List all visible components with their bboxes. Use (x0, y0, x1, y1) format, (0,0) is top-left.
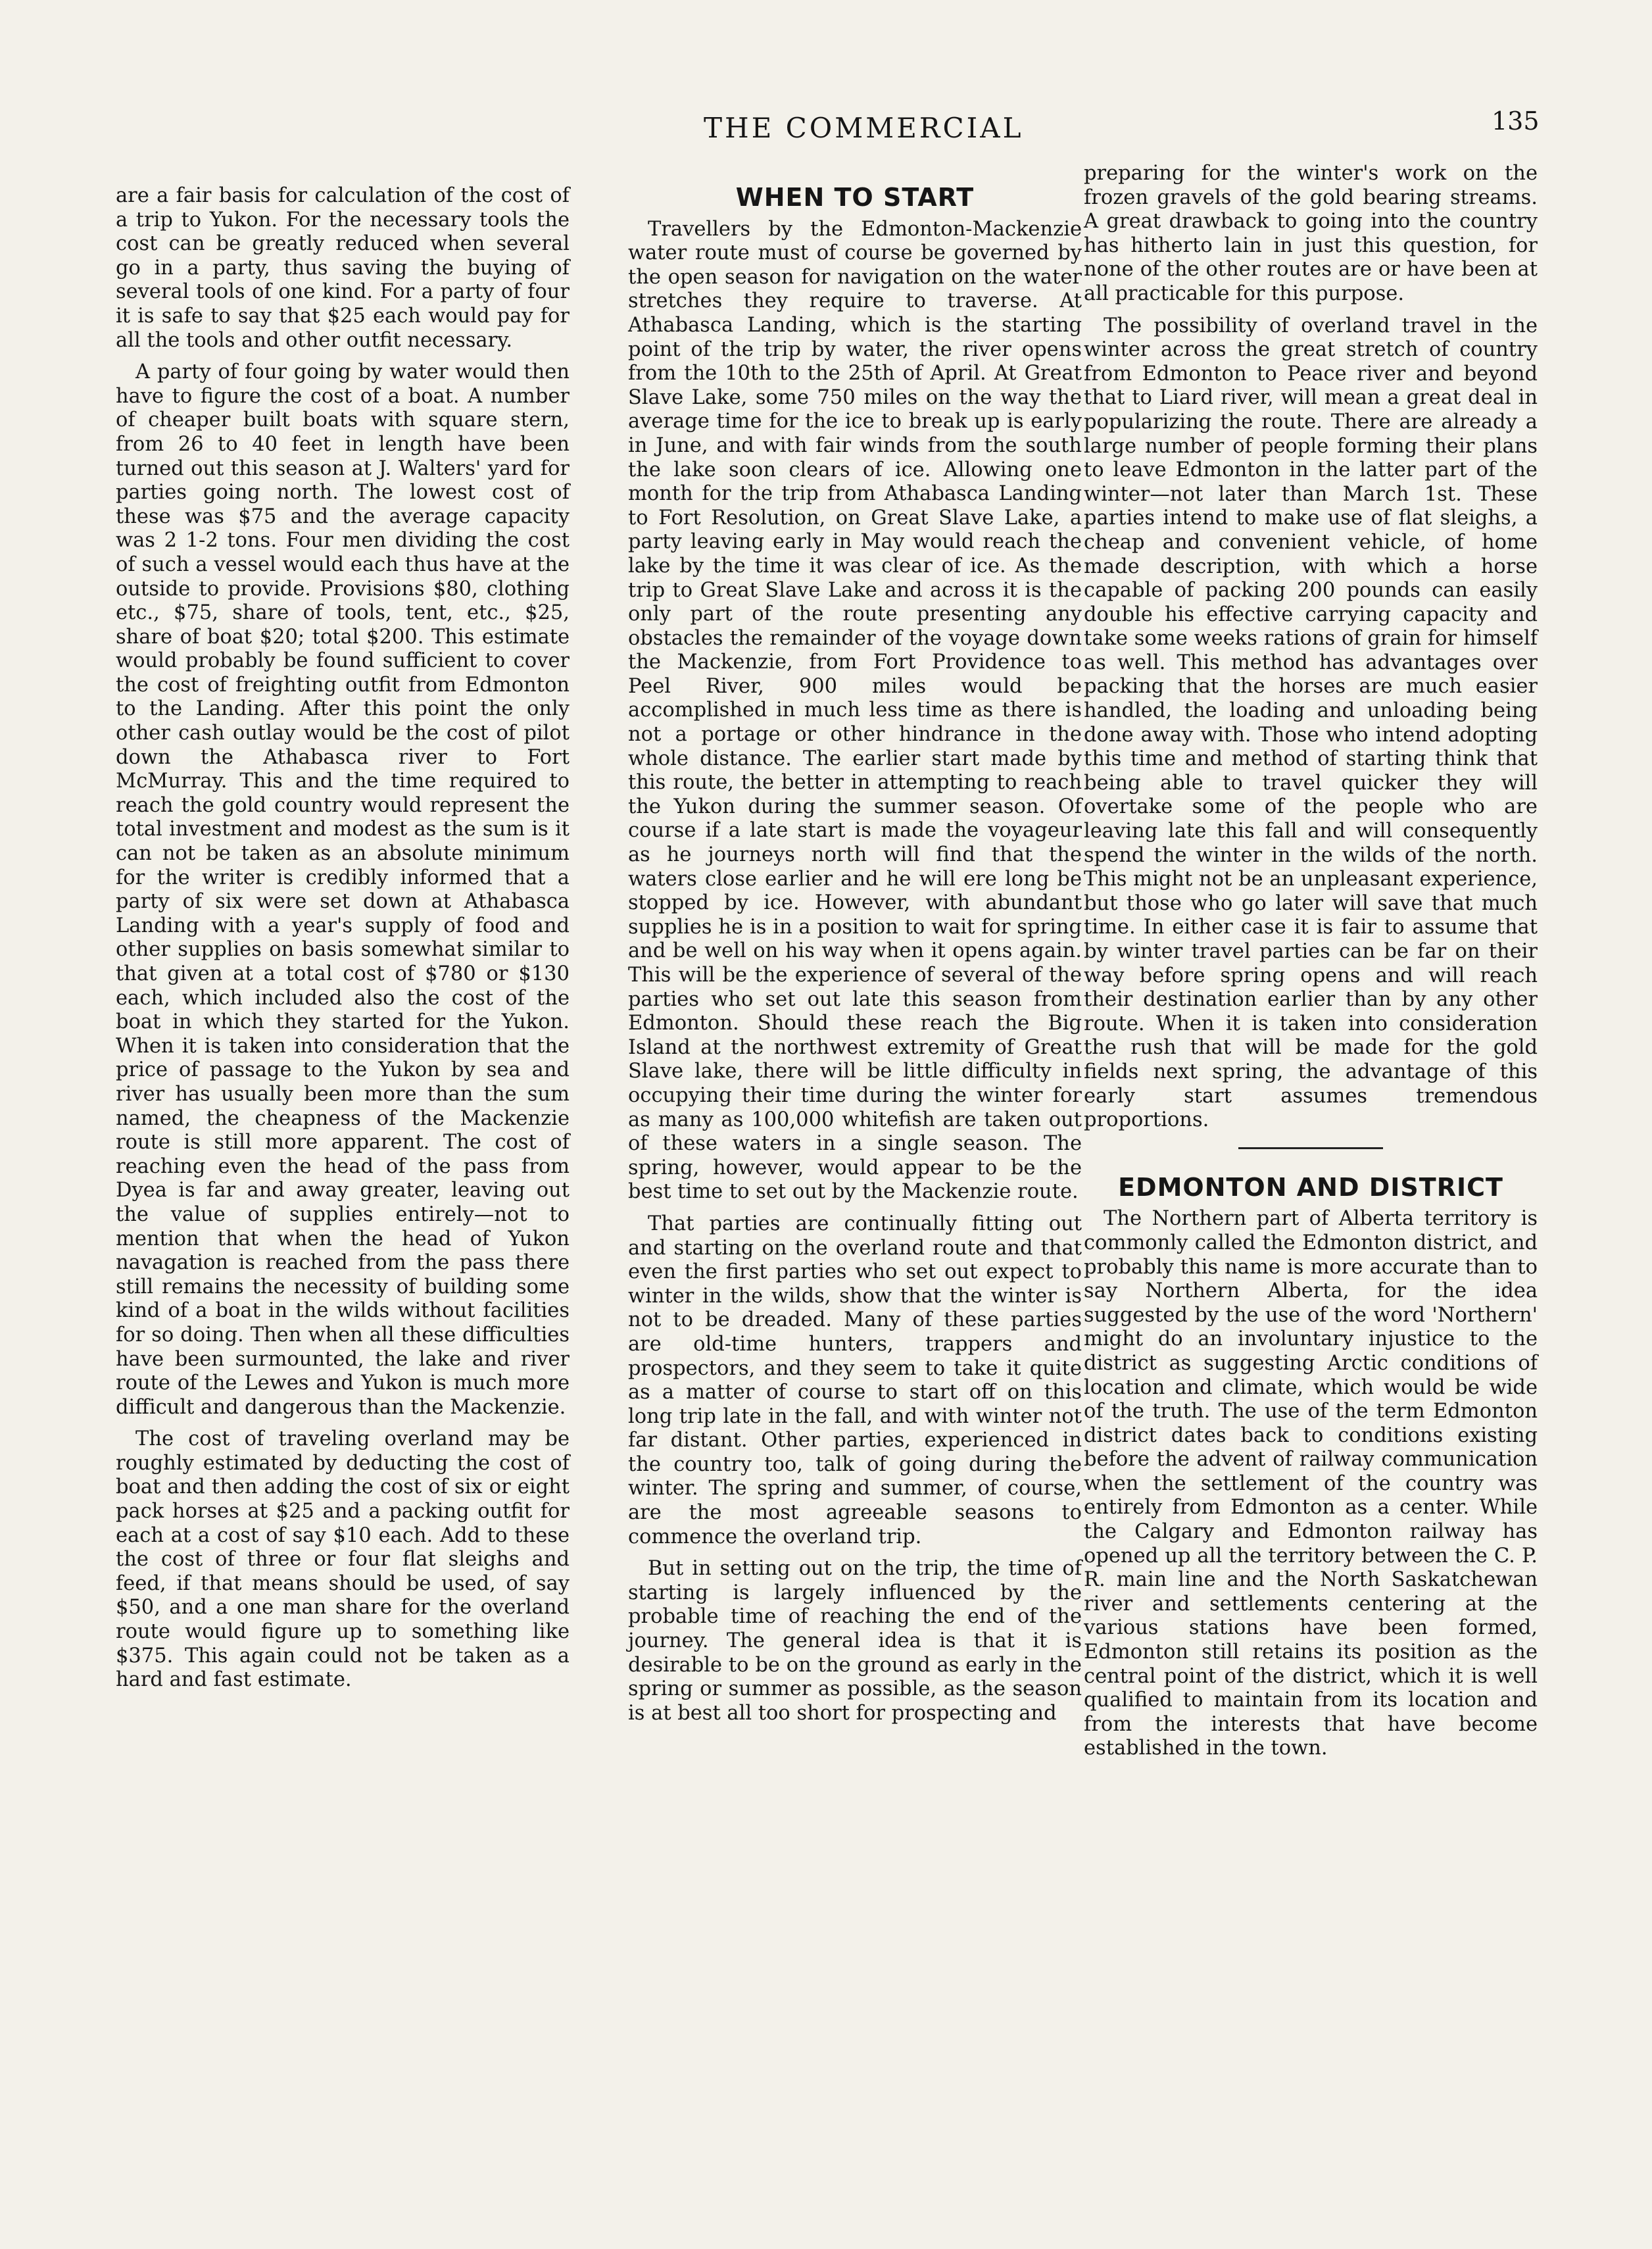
column-3-paragraph: The Northern part of Alberta territory is commonly called the Edmonton district, and probably this name is more accurate than to say Northern Alberta, for the idea suggested by the use of the word 'Northern' might do an involuntary injustice to the district as suggesting Arctic conditions of location and climate, which would be wide of the truth. The use of the term Edmonton district dates back to conditions existing before the advent of railway communication when the settlement of the country was entirely from Edmonton as a center. While the Calgary and Edmonton railway has opened up all the territory between the C. P. R. main line and the North Saskatchewan river and settlements centering at the various stations have been formed, Edmonton still retains its position as the central point of the district, which it is well qualified to maintain from its location and from the interests that have become established in the town. (1084, 1207, 1538, 1760)
column-2-paragraph: But in setting out on the trip, the time of starting is largely influenced by the probable time of reaching the end of the journey. The general idea is that it is desirable to be on the ground as early in the spring or summer as possible, as the season is at best all too short for prospecting and (628, 1557, 1082, 1725)
column-1-paragraph: are a fair basis for calculation of the cost of a trip to Yukon. For the necessary tools the cost can be greatly reduced when several go in a party, thus saving the buying of several tools of one kind. For a party of four it is safe to say that $25 each would pay for all the tools and other outfit necessary. (116, 184, 570, 352)
masthead-title: THE COMMERCIAL (704, 112, 1024, 144)
column-3 (1084, 162, 1538, 1769)
edmonton-district-heading: EDMONTON AND DISTRICT (1118, 1172, 1503, 1202)
column-2 (628, 184, 1082, 1733)
column-1-paragraph: A party of four going by water would then have to figure the cost of a boat. A number of cheaper built boats with square stern, from 26 to 40 feet in length have been turned out this season at J. Walters' yard for parties going north. The lowest cost of these was $75 and the average capacity was 2 1-2 tons. Four men dividing the cost of such a vessel would each thus have at the outside to provide. Provisions $80, clothing etc., $75, share of tools, tent, etc., $25, share of boat $20; total $200. This estimate would probably be found sufficient to cover the cost of freighting outfit from Edmonton to the Landing. After this point the only other cash outlay would be the cost of pilot down the Athabasca river to Fort McMurray. This and the time required to reach the gold country would represent the total investment and modest as the sum is it can not be taken as an absolute minimum for the writer is credibly informed that a party of six were set down at Athabasca Landing with a year's supply of food and other supplies on basis somewhat similar to that given at a total cost of $780 or $130 each, which included also the cost of the boat in which they started for the Yukon. When it is taken into consideration that the price of passage to the Yukon by sea and river has usually been more than the sum named, the cheapness of the Mackenzie route is still more apparent. The cost of reaching even the head of the pass from Dyea is far and away greater, leaving out the value of supplies entirely—not to mention that when the head of Yukon navagation is reached from the pass there still remains the necessity of building some kind of a boat in the wilds without facilities for so doing. Then when all these difficulties have been surmounted, the lake and river route of the Lewes and Yukon is much more difficult and dangerous than the Mackenzie. (116, 360, 570, 1419)
column-1 (116, 184, 570, 1700)
column-2-paragraph: Travellers by the Edmonton-Mackenzie water route must of course be governed by the open season for navigation on the water stretches they require to traverse. At Athabasca Landing, which is the starting point of the trip by water, the river opens from the 10th to the 25th of April. At Great Slave Lake, some 750 miles on the way the average time for the ice to break up is early in June, and with fair winds from the south the lake soon clears of ice. Allowing one month for the trip from Athabasca Landing to Fort Resolution, on Great Slave Lake, a party leaving early in May would reach the lake by the time it was clear of ice. As the trip to Great Slave Lake and across it is the only part of the route presenting any obstacles the remainder of the voyage down the Mackenzie, from Fort Providence to Peel River, 900 miles would be accomplished in much less time as there is not a portage or other hindrance in the whole distance. The earlier start made by this route, the better in attempting to reach the Yukon during the summer season. Of course if a late start is made the voyageur as he journeys north will find that the waters close earlier and he will ere long be stopped by ice. However, with abundant supplies he is in a position to wait for spring and be well on his way when it opens again. This will be the experience of several of the parties who set out late this season from Edmonton. Should these reach the Big Island at the northwest extremity of Great Slave lake, there will be little difficulty in occupying their time during the winter for as many as 100,000 whitefish are taken out of these waters in a single season. The spring, however, would appear to be the best time to set out by the Mackenzie route. (628, 217, 1082, 1204)
page-number: 135 (1492, 107, 1540, 136)
when-to-start-heading: WHEN TO START (735, 183, 975, 212)
section-divider (1238, 1147, 1383, 1149)
column-3-paragraph: preparing for the winter's work on the frozen gravels of the gold bearing streams. A great drawback to going into the country has hitherto lain in just this question, for none of the other routes are or have been at all practicable for this purpose. (1084, 162, 1538, 305)
column-3-paragraph: The possibility of overland travel in the winter across the great stretch of country from Edmonton to Peace river and beyond that to Liard river, will mean a great deal in popularizing the route. There are already a large number of people forming their plans to leave Edmonton in the latter part of the winter—not later than March 1st. These parties intend to make use of flat sleighs, a cheap and convenient vehicle, of home made description, with which a horse capable of packing 200 pounds can easily double his effective carrying capacity and take some weeks rations of grain for himself as well. This method has advantages over packing that the horses are much easier handled, the loading and unloading being done away with. Those who intend adopting this time and method of starting think that being able to travel quicker they will overtake some of the people who are leaving late this fall and will consequently spend the winter in the wilds of the north. This might not be an unpleasant experience, but those who go later will save that much time. In either case it is fair to assume that by winter travel parties can be far on their way before spring opens and will reach their destination earlier than by any other route. When it is taken into consideration the rush that will be made for the gold fields next spring, the advantage of this early start assumes tremendous proportions. (1084, 314, 1538, 1132)
column-2-paragraph: That parties are continually fitting out and starting on the overland route and that even the first parties who set out expect to winter in the wilds, show that the winter is not to be dreaded. Many of these parties are old-time hunters, trappers and prospectors, and they seem to take it quite as a matter of course to start off on this long trip late in the fall, and with winter not far distant. Other parties, experienced in the country too, talk of going during the winter. The spring and summer, of course, are the most agreeable seasons to commence the overland trip. (628, 1212, 1082, 1548)
column-1-paragraph: The cost of traveling overland may be roughly estimated by deducting the cost of boat and then adding the cost of six or eight pack horses at $25 and a packing outfit for each at a cost of say $10 each. Add to these the cost of three or four flat sleighs and feed, if that means should be used, of say $50, and a one man share for the overland route would figure up to something like $375. This again could not be taken as a hard and fast estimate. (116, 1427, 570, 1692)
